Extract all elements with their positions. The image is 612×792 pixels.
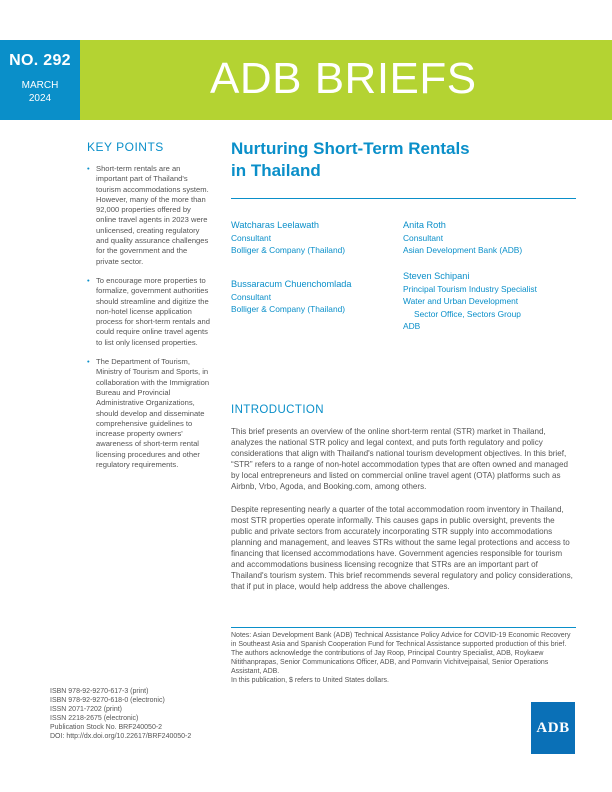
author-role: Consultant: [403, 232, 444, 243]
isbn-print: ISBN 978-92-9270-617-3 (print): [50, 688, 149, 695]
issue-number: NO. 292: [9, 52, 71, 69]
author-name: Anita Roth: [403, 220, 446, 230]
author-org: Asian Development Bank (ADB): [403, 245, 523, 255]
title-banner: [80, 40, 612, 120]
author-role: Consultant: [231, 232, 272, 243]
series-title: ADB BRIEFS: [210, 54, 477, 103]
issue-month: MARCH: [21, 80, 59, 91]
author-name: Watcharas Leelawath: [231, 220, 320, 230]
author-block: [403, 219, 522, 257]
issue-year: 2024: [28, 93, 52, 104]
adb-logo: ADB: [531, 702, 575, 754]
article-title: [231, 138, 571, 182]
doi-link[interactable]: DOI: http://dx.doi.org/10.22617/BRF240050-2: [50, 733, 192, 740]
notes-divider: [231, 627, 576, 628]
article-title-line: in Thailand: [231, 161, 321, 180]
author-block: [231, 219, 345, 257]
author-name: Steven Schipani: [403, 271, 470, 281]
introduction-body: [231, 426, 576, 603]
key-points-title: KEY POINTS: [87, 140, 164, 154]
notes-text: Notes: Asian Development Bank (ADB) Technical Assistance Policy Advice for COVID-19 Economic Recovery in Southeast Asia and Spanish Cooperation Fund for Technical Assistance supported production of this brief. The authors acknowledge the contributions of Jay Roop, Principal Country Specialist, ADB, Roykaew Nitithanprapas, Senior Communications Officer, ADB, and Pornvarin Vichitvejpaisal, Senior Operations Assistant, ADB.: [231, 632, 571, 675]
author-block: [231, 278, 352, 316]
stock-number: Publication Stock No. BRF240050-2: [50, 724, 163, 731]
publication-info: [50, 687, 191, 741]
issue-date: [0, 79, 80, 105]
author-name: Bussaracum Chuenchomlada: [231, 279, 352, 289]
author-org: Bolliger & Company (Thailand): [231, 304, 346, 314]
issn-electronic: ISSN 2218-2675 (electronic): [50, 715, 139, 722]
key-points-list: [87, 164, 212, 470]
introduction-heading: INTRODUCTION: [231, 404, 324, 416]
key-point-item: • The Department of Tourism, Ministry of Tourism and Sports, in collaboration with the Immigration Bureau and Provincial Administrative Organizations, should develop and disseminate comprehensive guidelines to increase property owners' awareness of short-term rental licensing procedures and other regulatory requirements.: [87, 357, 212, 470]
key-point-item: • To encourage more properties to formalize, government authorities should streamline and digitize the non-hotel license application process for short-term rentals and could require online travel agents to list only licensed properties.: [87, 276, 212, 348]
isbn-electronic: ISBN 978-92-9270-618-0 (electronic): [50, 697, 165, 704]
author-org: Water and Urban Development: [403, 296, 519, 306]
title-divider: [231, 198, 576, 199]
author-role: Consultant: [231, 291, 272, 302]
introduction-paragraph: This brief presents an overview of the online short-term rental (STR) market in Thailand, analyzes the national STR policy and legal context, and puts forth regulatory and policy considerations that align with Thailand's national tourism development objectives. In this brief, “STR” refers to a range of non-hotel accommodation types that are often owned and managed by local entrepreneurs and listed on commercial online travel agent (OTA) platforms such as Airbnb, Vrbo, Agoda, and Booking.com, among others.: [231, 427, 568, 492]
key-points-sidebar: [87, 140, 212, 479]
issn-print: ISSN 2071-7202 (print): [50, 706, 122, 713]
author-block: [403, 270, 537, 333]
author-role: Principal Tourism Industry Specialist: [403, 283, 537, 294]
notes: [231, 632, 576, 685]
key-point-item: • Short-term rentals are an important part of Thailand's tourism accommodations system. However, many of the more than 92,000 properties offered by online travel agents in 2023 were unlicensed, creating regulatory and quality assurance challenges for the government and the private sector.: [87, 164, 212, 267]
notes-currency: In this publication, $ refers to United States dollars.: [231, 676, 389, 684]
author-org: Sector Office, Sectors Group: [414, 308, 521, 319]
article-title-line: Nurturing Short-Term Rentals: [231, 139, 470, 158]
introduction-paragraph: Despite representing nearly a quarter of the total accommodation room inventory in Thailand, most STR properties operate informally. This causes gaps in public oversight, prevents the public and private sectors from accurately incorporating STR supply into accommodations planning and management, and leaves STRs without the same legal protections and access to financing that licensed accommodations have. Government agencies responsible for tourism and accommodations business licensing recognize that STRs are an important part of Thailand's tourism system. This brief recommends several regulatory and policy considerations, that if put in place, would help address the above challenges.: [231, 504, 573, 592]
issue-box: [0, 40, 80, 120]
author-org: Bolliger & Company (Thailand): [231, 245, 346, 255]
author-org: ADB: [403, 321, 421, 331]
